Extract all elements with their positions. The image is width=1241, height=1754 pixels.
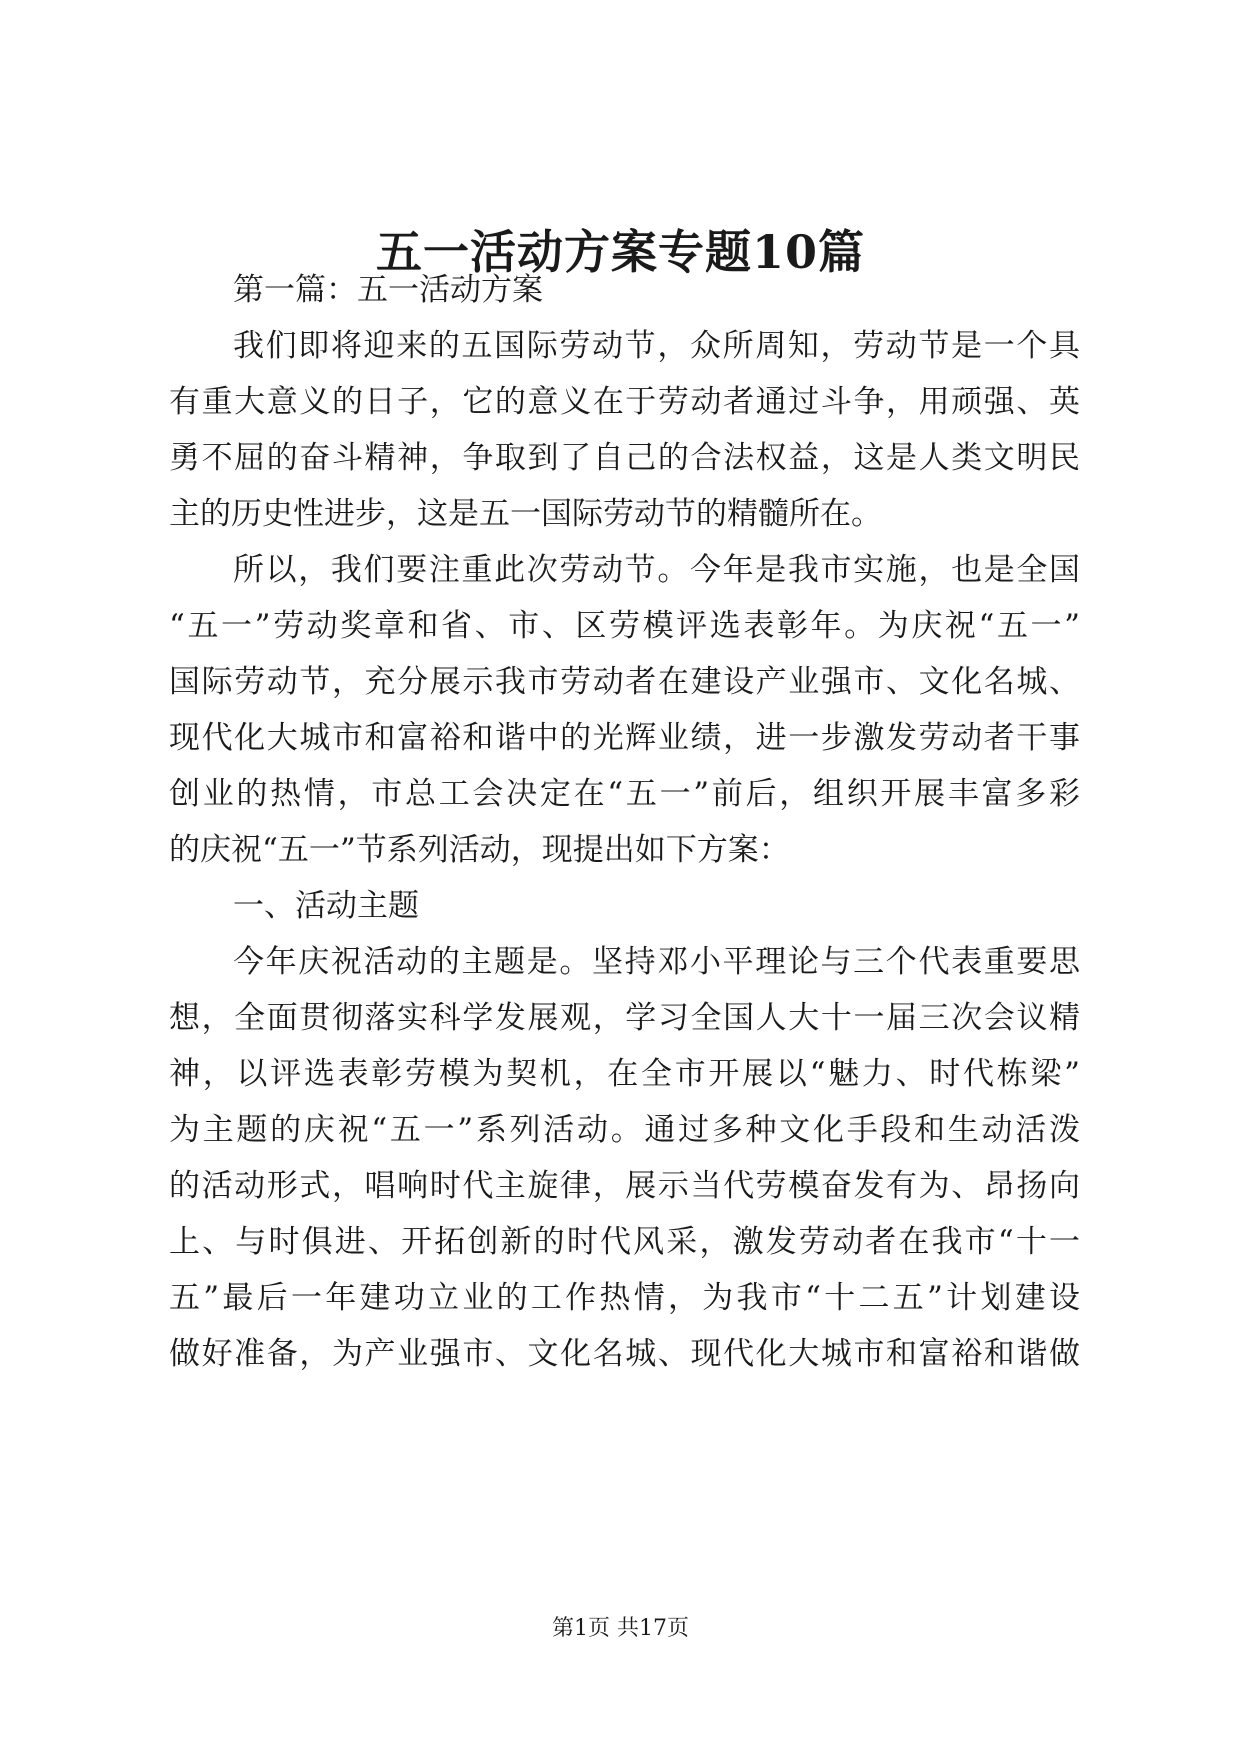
paragraph-line: 主的历史性进步，这是五一国际劳动节的精髓所在。 — [169, 496, 882, 532]
paragraph-line: 想，全面贯彻落实科学发展观，学习全国人大十一届三次会议精 — [169, 1000, 1080, 1036]
paragraph-line: 五”最后一年建功立业的工作热情，为我市“十二五”计划建设 — [169, 1280, 1080, 1316]
section-heading: 一、活动主题 — [233, 888, 419, 924]
paragraph-line: 的庆祝“五一”节系列活动，现提出如下方案： — [169, 832, 790, 868]
paragraph-line: 为主题的庆祝“五一”系列活动。通过多种文化手段和生动活泼 — [169, 1112, 1080, 1148]
page-footer: 第1页 共17页 — [552, 1616, 689, 1641]
paragraph-line: “五一”劳动奖章和省、市、区劳模评选表彰年。为庆祝“五一” — [169, 608, 1080, 644]
paragraph-line: 神，以评选表彰劳模为契机，在全市开展以“魅力、时代栋梁” — [169, 1056, 1080, 1092]
paragraph-line: 我们即将迎来的五国际劳动节，众所周知，劳动节是一个具 — [233, 328, 1080, 364]
paragraph-line: 做好准备，为产业强市、文化名城、现代化大城市和富裕和谐做 — [169, 1336, 1080, 1372]
paragraph-line: 的活动形式，唱响时代主旋律，展示当代劳模奋发有为、昂扬向 — [169, 1168, 1080, 1204]
section-heading: 第一篇：五一活动方案 — [233, 272, 543, 308]
paragraph-line: 勇不屈的奋斗精神，争取到了自己的合法权益，这是人类文明民 — [169, 440, 1080, 476]
document-title: 五一活动方案专题10篇 — [375, 225, 865, 279]
paragraph-line: 今年庆祝活动的主题是。坚持邓小平理论与三个代表重要思 — [233, 944, 1080, 980]
paragraph-line: 创业的热情，市总工会决定在“五一”前后，组织开展丰富多彩 — [169, 776, 1080, 812]
paragraph-line: 现代化大城市和富裕和谐中的光辉业绩，进一步激发劳动者干事 — [169, 720, 1080, 756]
paragraph-line: 有重大意义的日子，它的意义在于劳动者通过斗争，用顽强、英 — [169, 384, 1080, 420]
paragraph-line: 上、与时俱进、开拓创新的时代风采，激发劳动者在我市“十一 — [169, 1224, 1080, 1260]
paragraph-line: 所以，我们要注重此次劳动节。今年是我市实施，也是全国 — [233, 552, 1080, 588]
paragraph-line: 国际劳动节，充分展示我市劳动者在建设产业强市、文化名城、 — [169, 664, 1080, 700]
